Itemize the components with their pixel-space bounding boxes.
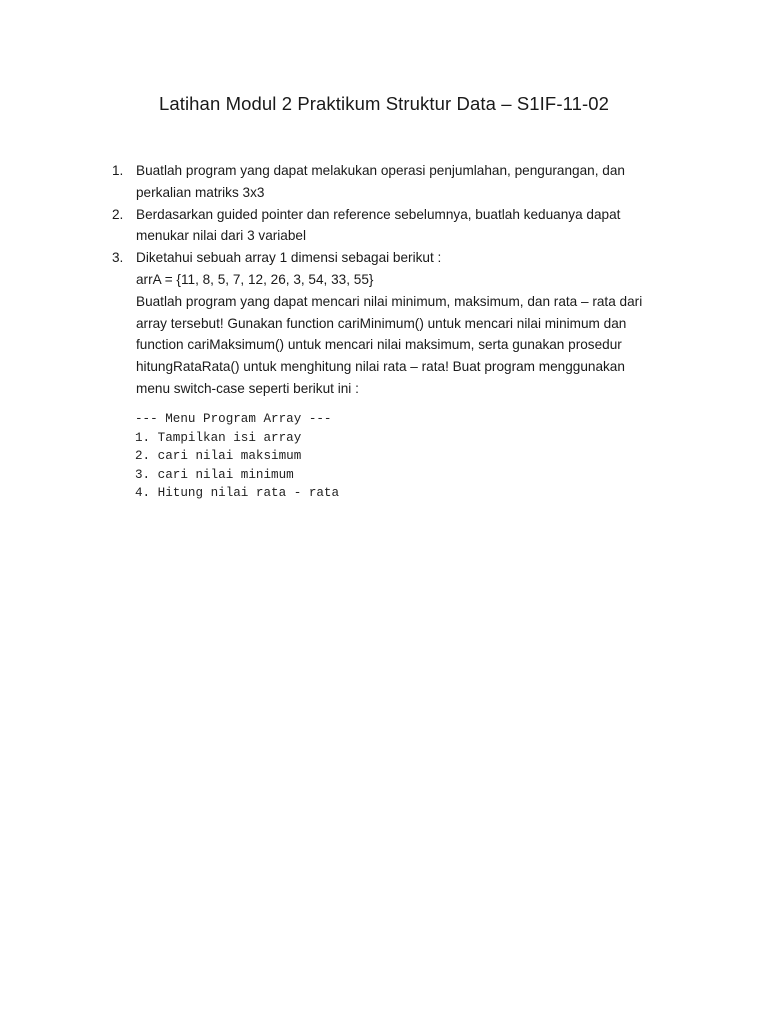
code-menu-line: 2. cari nilai maksimum [135,449,302,464]
task-text-line: Buatlah program yang dapat mencari nilai minimum, maksimum, dan rata – rata dari [136,293,643,309]
task-item-1 [112,160,687,204]
task-text-line: array tersebut! Gunakan function cariMinimum() untuk mencari nilai minimum dan [136,315,627,331]
task-text-line: perkalian matriks 3x3 [136,184,265,200]
task-number: 1. [112,163,124,178]
task-number: 3. [112,250,124,266]
task-text-line: menu switch-case seperti berikut ini : [136,380,359,396]
task-text-line: function cariMaksimum() untuk mencari nilai maksimum, serta gunakan prosedur [136,337,622,353]
task-number: 2. [112,206,124,222]
task-text-line: menukar nilai dari 3 variabel [136,228,307,244]
task-text-line: Diketahui sebuah array 1 dimensi sebagai berikut : [136,250,442,266]
page-title: Latihan Modul 2 Praktikum Struktur Data – S1IF-11-02 [158,93,610,114]
task-text-line: Berdasarkan guided pointer dan reference sebelumnya, buatlah keduanya dapat [136,206,621,222]
code-menu-line: 3. cari nilai minimum [135,467,294,482]
code-menu-header: --- Menu Program Array --- [135,412,332,426]
code-menu-line: 1. Tampilkan isi array [135,430,302,445]
array-definition: arrA = {11, 8, 5, 7, 12, 26, 3, 54, 33, 55} [136,271,374,287]
task-list [112,160,687,400]
task-text-line: Buatlah program yang dapat melakukan operasi penjumlahan, pengurangan, dan [136,163,625,178]
task-item-3 [112,247,687,400]
code-menu-block [135,410,339,503]
code-menu-line: 4. Hitung nilai rata - rata [135,486,340,501]
task-text-line: hitungRataRata() untuk menghitung nilai rata – rata! Buat program menggunakan [136,359,625,375]
task-item-2 [112,204,687,248]
